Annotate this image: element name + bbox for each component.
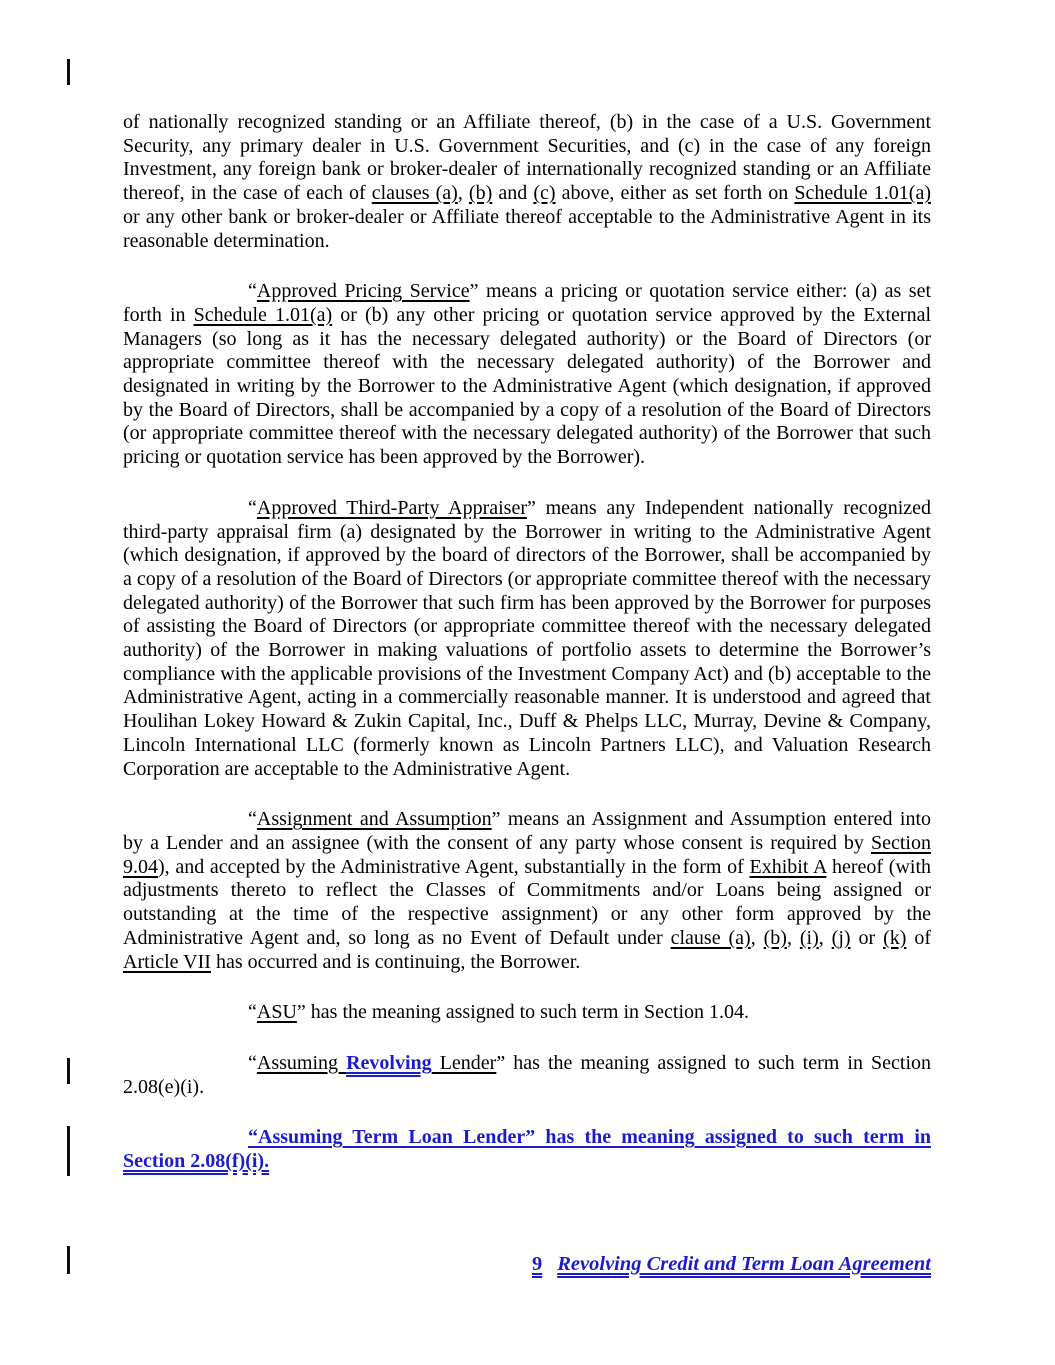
paragraph	[123, 808, 931, 974]
text-run: “	[248, 280, 257, 303]
text-run: “	[248, 1001, 257, 1024]
cross-reference: Schedule 1.01(a)	[794, 182, 931, 205]
defined-term: Lender	[431, 1051, 497, 1074]
paragraph	[123, 497, 931, 781]
text-run: ,	[750, 926, 764, 949]
text-run: has occurred and is continuing, the Borrower.	[210, 950, 581, 973]
document-body	[123, 111, 931, 1201]
text-run: or (b) any other pricing or quotation service approved by the External Managers (so long as it has the necessary delegated authority) or the Board of Directors (or appropriate committee thereof with the necessary delegated authority) of the Borrower and designated in writing by the Borrower to the Administrative Agent (which designation, if approved by the Board of Directors, shall be accompanied by a copy of a resolution of the Board of Directors (or appropriate committee thereof with the necessary delegated authority) of the Borrower that such pricing or quotation service has been approved by the Borrower).	[123, 303, 931, 469]
text-run: ,	[818, 926, 832, 949]
defined-term: Approved Pricing Service	[256, 280, 470, 303]
cross-reference: (k)	[883, 926, 907, 949]
cross-reference: Article VII	[123, 950, 211, 973]
text-run: of	[906, 926, 931, 949]
text-run: “	[248, 1051, 257, 1074]
change-bar	[67, 59, 70, 85]
paragraph	[123, 111, 931, 253]
cross-reference: clauses (a)	[371, 182, 458, 205]
cross-reference: (c)	[533, 182, 556, 205]
text-run: and	[492, 182, 534, 205]
defined-term: Assuming	[256, 1051, 347, 1074]
change-bar	[67, 1126, 70, 1176]
cross-reference: Schedule 1.01(a)	[193, 303, 333, 326]
cross-reference: Exhibit A	[749, 855, 827, 878]
text-run: ” means a pricing or quotation service either: (a) as set forth in	[123, 280, 931, 326]
footer-doc-title: Revolving Credit and Term Loan Agreement	[557, 1253, 931, 1275]
cross-reference: (b)	[468, 182, 493, 205]
text-run: or any other bank or broker-dealer or Affiliate thereof acceptable to the Administrative Agent in its reasonable determination.	[123, 205, 931, 252]
change-bar	[67, 1246, 70, 1274]
inserted-text: Revolving	[346, 1051, 432, 1074]
text-run: “	[248, 496, 257, 519]
text-run: ” means an Assignment and Assumption entered into by a Lender and an assignee (with the consent of any party whose consent is required by	[123, 808, 931, 854]
text-run: above, either as set forth on	[555, 182, 795, 205]
defined-term: Approved Third-Party Appraiser	[256, 496, 528, 519]
text-run: ), and accepted by the Administrative Agent, substantially in the form of	[158, 855, 750, 878]
text-run: ” has the meaning assigned to such term in Section 1.04.	[296, 1001, 750, 1024]
defined-term: ASU	[256, 1001, 297, 1024]
cross-reference: Section 9.04	[123, 831, 931, 878]
cross-reference: (j)	[831, 926, 851, 949]
page-number: 9	[532, 1253, 543, 1275]
text-run: ” has the meaning assigned to such term in Section 2.08(e)(i).	[123, 1051, 931, 1098]
text-run: ,	[457, 182, 469, 205]
paragraph	[123, 1126, 931, 1173]
cross-reference: clause (a)	[670, 926, 751, 949]
text-run: or	[850, 926, 884, 949]
page-footer	[123, 1252, 931, 1276]
change-bar	[67, 1058, 70, 1084]
paragraph	[123, 1052, 931, 1099]
text-run: “	[248, 808, 257, 831]
cross-reference: (b)	[763, 926, 787, 949]
inserted-text: “Assuming Term Loan Lender” has the meaning assigned to such term in	[248, 1126, 931, 1149]
text-run: hereof (with adjustments thereto to reflect the Classes of Commitments and/or Loans being assigned or outstanding at the time of the respective assignment) or any other form approved by the Administrative Agent and, so long as no Event of Default under	[123, 855, 932, 949]
defined-term: Assignment and Assumption	[256, 808, 492, 831]
paragraph	[123, 280, 931, 470]
text-run: ,	[786, 926, 800, 949]
cross-reference: (i)	[799, 926, 819, 949]
text-run: of nationally recognized standing or an Affiliate thereof, (b) in the case of a U.S. Government Security, any primary dealer in U.S. Government Securities, and (c) in the case of any foreign Investment, any foreign bank or broker-dealer of internationally recognized standing or an Affiliate thereof, in the case of each of	[123, 111, 931, 205]
text-run: ” means any Independent nationally recognized third-party appraisal firm (a) designated by the Borrower in writing to the Administrative Agent (which designation, if approved by the board of directors of the Borrower, shall be accompanied by a copy of a resolution of the Board of Directors (or appropriate committee thereof with the necessary delegated authority) of the Borrower that such firm has been approved by the Borrower for purposes of assisting the Board of Directors (or appropriate committee thereof with the necessary delegated authority) of the Borrower in making valuations of portfolio assets to determine the Borrower’s compliance with the applicable provisions of the Investment Company Act) and (b) acceptable to the Administrative Agent, acting in a commercially reasonable manner. It is understood and agreed that Houlihan Lokey Howard & Zukin Capital, Inc., Duff & Phelps LLC, Murray, Devine & Company, Lincoln International LLC (formerly known as Lincoln Partners LLC), and Valuation Research Corporation are acceptable to the Administrative Agent.	[123, 496, 931, 780]
inserted-cross-reference: Section 2.08(f)(i).	[123, 1150, 270, 1173]
paragraph	[123, 1001, 931, 1025]
